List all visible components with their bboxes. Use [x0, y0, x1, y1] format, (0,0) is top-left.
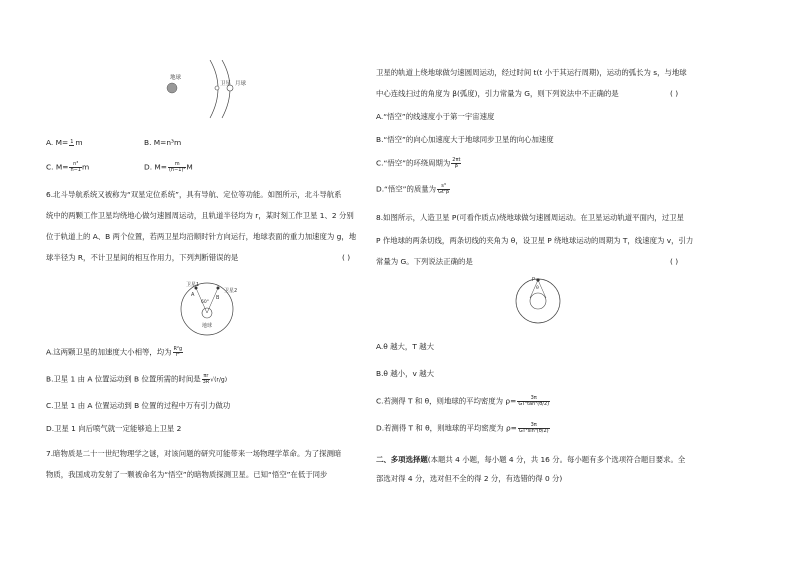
q8-answer-paren: ( ) [670, 257, 679, 266]
q6-line-2: 统中的两颗工作卫星均绕地心做匀速圆周运动，且轨道半径均为 r，某时刻工作卫星 1、2 分别 [46, 211, 354, 220]
section-2-title: 二、多项选择题 [376, 455, 428, 464]
q8-line-3: 常量为 G。下列说法正确的是 [376, 257, 473, 266]
q7-option-b: B.“悟空”的向心加速度大于地球同步卫星的向心加速度 [376, 135, 554, 144]
fig2-point-b: B [216, 295, 220, 301]
q6-option-d: D.卫星 1 向后喷气就一定能够追上卫星 2 [46, 424, 182, 433]
q8-option-d: D.若测得 T 和 θ，则地球的平均密度为 ρ= $\frac{3\pi}{\text{GT²sin³(θ/2)}}$ [376, 422, 549, 434]
q7-option-d: D.“悟空”的质量为 $\frac{\text{s³}}{\text{Gt²β}}$ [376, 183, 450, 195]
fig1-earth-label: 地球 [170, 75, 182, 81]
q6-line-1: 6.北斗导航系统又被称为“双星定位系统”，具有导航、定位等功能。如图所示，北斗导航系 [46, 190, 342, 199]
q5-option-d: D. M= $\frac{m}{\text{(n−1)²}}$ M [144, 161, 193, 173]
q8-option-b: B.θ 越小，v 越大 [376, 369, 434, 378]
fig3-theta-label: θ [536, 286, 539, 291]
q6-line-3: 位于轨道上的 A、B 两个位置，若两卫星均沿顺时针方向运行，地球表面的重力加速度为 g，地 [46, 232, 357, 241]
q8-line-1: 8.如图所示，人造卫星 P(可看作质点)绕地球做匀速圆周运动。在卫星运动轨道平面内，过卫星 [376, 213, 684, 222]
q5-option-a: A. M= 1 m [46, 138, 83, 147]
q7-option-a: A.“悟空”的线速度小于第一宇宙速度 [376, 112, 495, 121]
q6-line-4: 球半径为 R，不计卫星间的相互作用力，下列判断错误的是 [46, 253, 239, 262]
q7-cont-line-2: 中心连线扫过的角度为 β(弧度)，引力常量为 G，则下列说法中不正确的是 [376, 89, 619, 98]
q6-answer-paren: ( ) [342, 253, 351, 262]
q8-option-c: C.若测得 T 和 θ，则地球的平均密度为 ρ= $\frac{3\pi}{\text{GT²tan³(θ/2)}}$ [376, 395, 550, 407]
q5-option-c: C. M= $\frac{\text{n³}}{n-1}$ m [46, 161, 90, 173]
section-2-line-2: 部选对得 4 分，选对但不全的得 2 分，有选错的得 0 分) [376, 474, 563, 483]
q7-line-1: 7.暗物质是二十一世纪物理学之谜，对该问题的研究可能带来一场物理学革命。为了探测暗 [46, 449, 342, 458]
satellite-tangent-figure [510, 276, 570, 328]
fig3-point-p: P [532, 277, 536, 283]
fig1-moon-label: 月球 [235, 81, 247, 87]
q8-option-a: A.θ 越大，T 越大 [376, 342, 434, 351]
fig2-angle-label: 60° [201, 300, 209, 305]
q6-option-a: A.这两颗卫星的加速度大小相等，均为 $\frac{\text{R²g}}{\text{r²}}$ [46, 346, 183, 358]
fig2-point-a: A [191, 292, 195, 298]
q7-cont-line-1: 卫星的轨道上绕地球做匀速圆周运动，经过时间 t(t 小于其运行周期)，运动的弧长为 s，与地球 [376, 68, 687, 77]
section-2-line-1: 二、多项选择题(本题共 4 小题，每小题 4 分，共 16 分。每小题有多个选项符合题目要求。全 [376, 455, 686, 464]
fig2-sat1-label: 卫星1 [186, 282, 200, 288]
beidou-orbit-figure [172, 280, 242, 338]
q6-option-b: B.卫星 1 由 A 位置运动到 B 位置所需的时间是 $\frac{\pi r}{3R}$ √(r/g) [46, 373, 228, 385]
fig1-satellite-label: 卫星 [220, 81, 232, 87]
q5-option-b: B. M=n³m [144, 138, 182, 147]
fig2-sat2-label: 卫星2 [224, 288, 238, 294]
q7-line-2: 物质，我国成功发射了一颗被命名为“悟空”的暗物质探测卫星。已知“悟空”在低于同步 [46, 470, 328, 479]
earth-satellite-moon-figure [160, 60, 270, 122]
q8-line-2: P 作地球的两条切线，两条切线的夹角为 θ，设卫星 P 绕地球运动的周期为 T，线速度为 v，引力 [376, 236, 694, 245]
q7-answer-paren: ( ) [670, 89, 679, 98]
fig2-earth-label: 地球 [202, 323, 213, 329]
q7-option-c: C.“悟空”的环绕周期为 $\frac{2\pi t}{\beta}$ [376, 157, 461, 169]
q6-option-c: C.卫星 1 由 A 位置运动到 B 位置的过程中万有引力做功 [46, 401, 231, 410]
